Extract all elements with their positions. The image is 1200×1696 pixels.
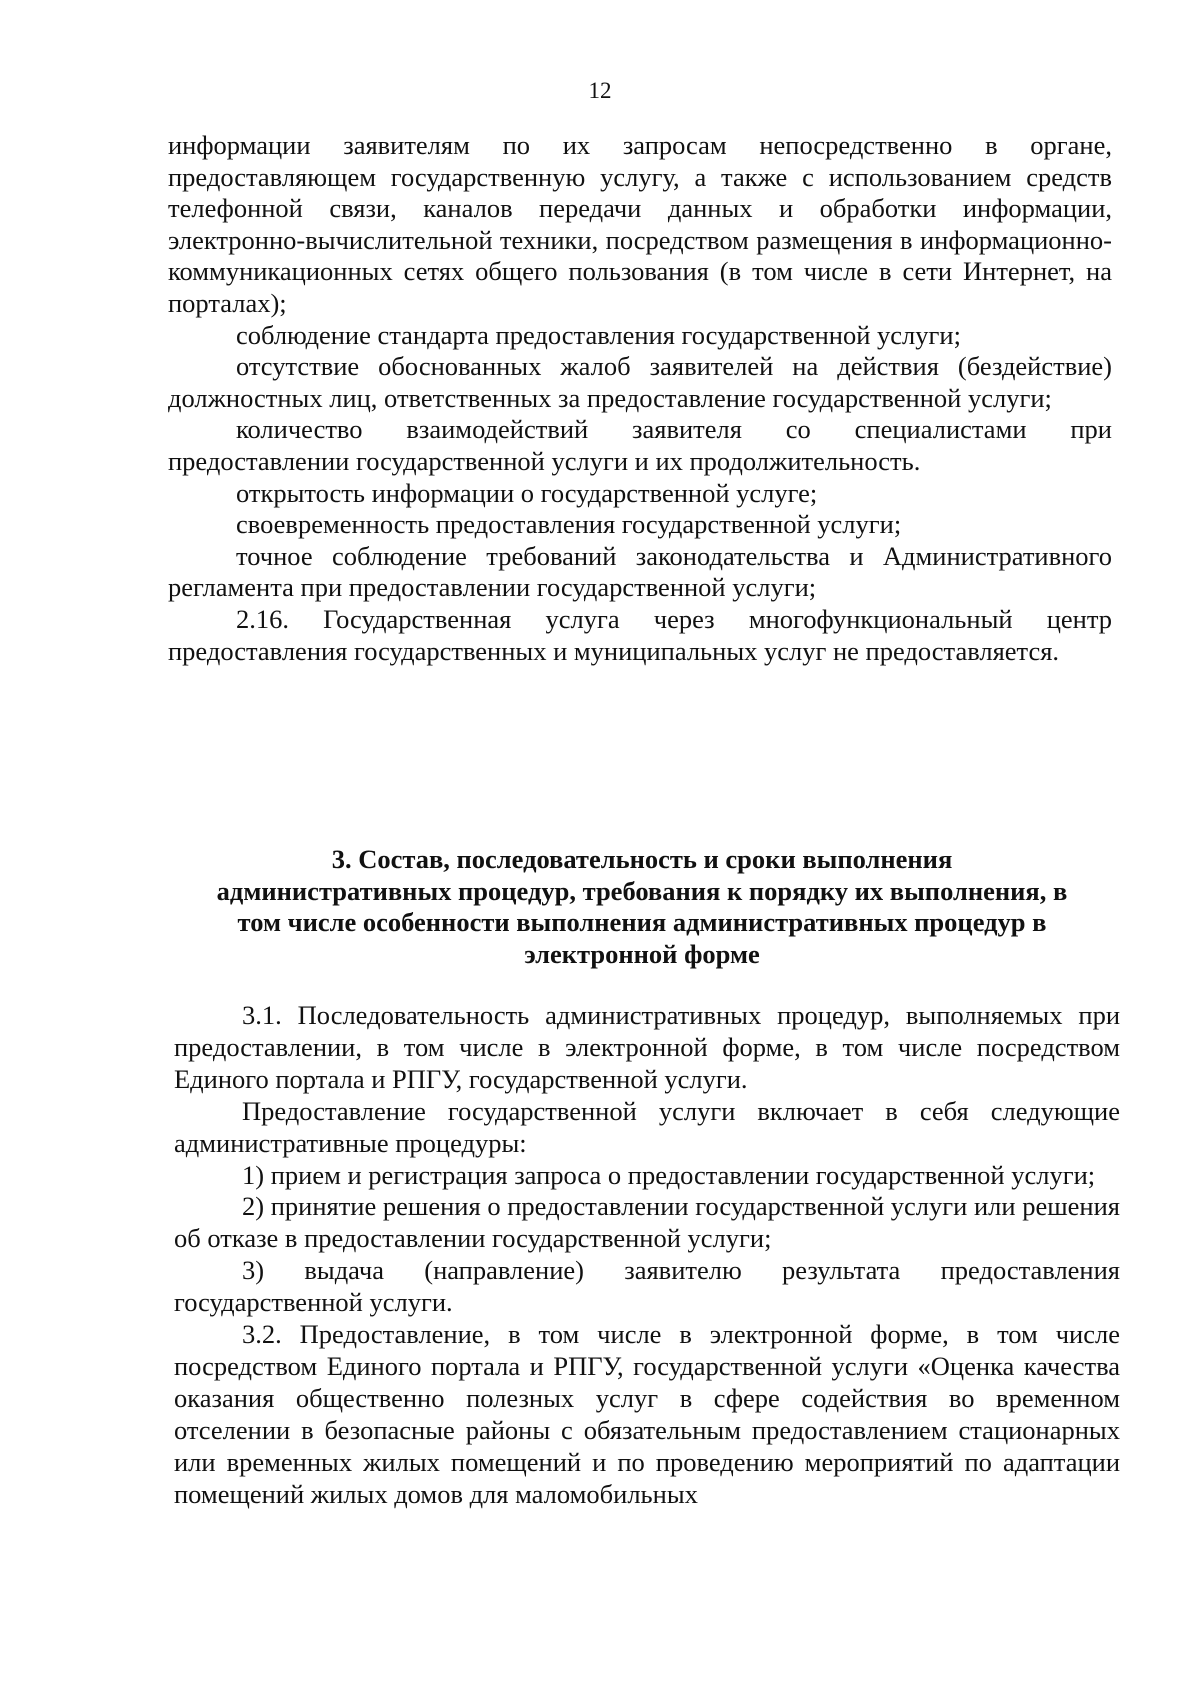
- paragraph: информации заявителям по их запросам непосредственно в органе, предоставляющем государственную услугу, а также с использованием средств телефонной связи, каналов передачи данных и обработки информации, электронно-вычислительной техники, посредством размещения в информационно-коммуникационных сетях общего пользования (в том числе в сети Интернет, на порталах);: [168, 130, 1112, 318]
- heading-line: электронной форме: [524, 938, 760, 969]
- paragraph: 2.16. Государственная услуга через многофункциональный центр предоставления государственных и муниципальных услуг не предоставляется.: [168, 603, 1112, 666]
- paragraph: количество взаимодействий заявителя со специалистами при предоставлении государственной услуги и их продолжительность.: [168, 414, 1112, 476]
- paragraph: 3.1. Последовательность административных процедур, выполняемых при предоставлении, в том числе в электронной форме, в том числе посредством Единого портала и РПГУ, государственной услуги.: [174, 1000, 1120, 1094]
- paragraph: отсутствие обоснованных жалоб заявителей на действия (бездействие) должностных лиц, ответственных за предоставление государственной услуги;: [168, 351, 1112, 413]
- paragraph: Предоставление государственной услуги включает в себя следующие административные процедуры:: [174, 1095, 1120, 1158]
- heading-line: том числе особенности выполнения административных процедур в: [237, 907, 1047, 937]
- paragraph: 2) принятие решения о предоставлении государственной услуги или решения об отказе в предоставлении государственной услуги;: [174, 1191, 1120, 1254]
- paragraph: открытость информации о государственной услуге;: [236, 477, 818, 508]
- quality-indicators-section: [168, 130, 1112, 667]
- heading-line: административных процедур, требования к порядку их выполнения, в: [216, 875, 1068, 906]
- paragraph: 3.2. Предоставление, в том числе в электронной форме, в том числе посредством Единого портала и РПГУ, государственной услуги «Оценка качества оказания общественно полезных услуг в сфере содействия во временном отселении в безопасные районы с обязательным предоставлением стационарных или временных жилых помещений и по проведению мероприятий по адаптации помещений жилых домов для маломобильных: [174, 1319, 1120, 1509]
- paragraph: соблюдение стандарта предоставления государственной услуги;: [236, 319, 961, 350]
- heading-line: 3. Состав, последовательность и сроки выполнения: [331, 844, 953, 874]
- section-heading: [168, 844, 1116, 970]
- paragraph: 1) прием и регистрация запроса о предоставлении государственной услуги;: [242, 1159, 1096, 1190]
- procedures-section: [174, 1000, 1120, 1511]
- paragraph: точное соблюдение требований законодательства и Административного регламента при предоставлении государственной услуги;: [168, 540, 1112, 603]
- paragraph: своевременность предоставления государственной услуги;: [236, 509, 902, 540]
- paragraph: 3) выдача (направление) заявителю результата предоставления государственной услуги.: [174, 1255, 1120, 1318]
- page-number: 12: [588, 78, 612, 103]
